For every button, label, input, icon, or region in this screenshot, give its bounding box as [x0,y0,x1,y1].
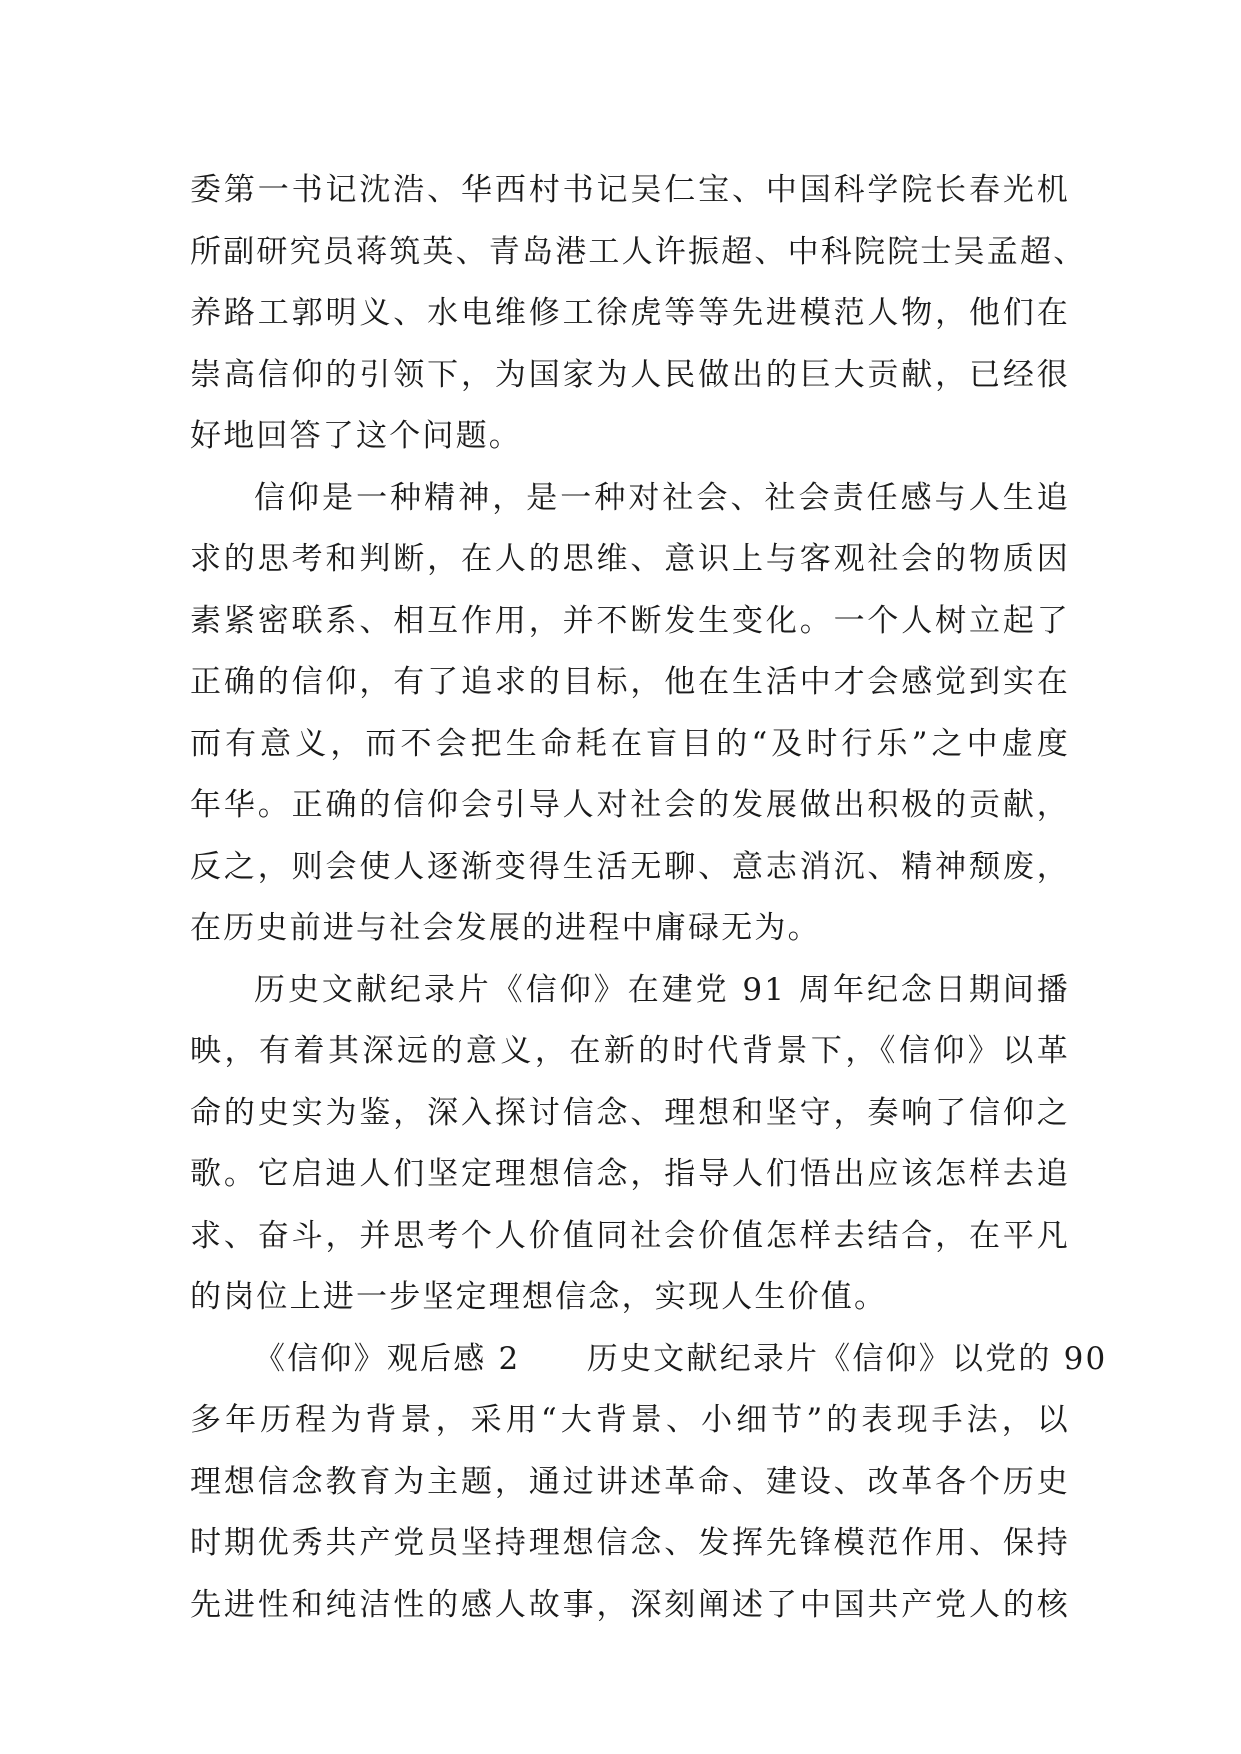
text-line: 反之，则会使人逐渐变得生活无聊、意志消沉、精神颓废， [190,848,1070,885]
text-line: 好地回答了这个问题。 [190,418,522,454]
text-line: 年华。正确的信仰会引导人对社会的发展做出积极的贡献， [190,787,1070,823]
paragraph-1 [190,160,1087,468]
text-line: 求、奋斗，并思考个人价值同社会价值怎样去结合，在平凡 [190,1217,1070,1254]
paragraph-4 [190,1329,1108,1637]
paragraph-2 [190,468,1070,960]
document-body [190,160,1108,1636]
text-line: 正确的信仰，有了追求的目标，他在生活中才会感觉到实在 [190,664,1070,700]
text-line: 先进性和纯洁性的感人故事，深刻阐述了中国共产党人的核 [190,1586,1070,1623]
text-line: 所副研究员蒋筑英、青岛港工人许振超、中科院院士吴孟超、 [190,233,1087,270]
text-line: 多年历程为背景，采用“大背景、小细节”的表现手法，以 [190,1402,1070,1438]
text-line: 而有意义，而不会把生命耗在盲目的“及时行乐”之中虚度 [190,725,1070,762]
text-line: 养路工郭明义、水电维修工徐虎等等先进模范人物，他们在 [190,295,1070,331]
text-line: 历史文献纪录片《信仰》在建党 91 周年纪念日期间播 [254,971,1070,1008]
text-line: 信仰是一种精神，是一种对社会、社会责任感与人生追 [254,479,1070,516]
text-line: 素紧密联系、相互作用，并不断发生变化。一个人树立起了 [190,602,1070,639]
text-line: 时期优秀共产党员坚持理想信念、发挥先锋模范作用、保持 [190,1525,1070,1561]
text-line: 《信仰》观后感 2 历史文献纪录片《信仰》以党的 90 [254,1340,1108,1377]
paragraph-3 [190,960,1070,1329]
text-line: 崇高信仰的引领下，为国家为人民做出的巨大贡献，已经很 [190,356,1070,393]
text-line: 歌。它启迪人们坚定理想信念，指导人们悟出应该怎样去追 [190,1156,1070,1192]
text-line: 求的思考和判断，在人的思维、意识上与客观社会的物质因 [190,541,1070,577]
text-line: 的岗位上进一步坚定理想信念，实现人生价值。 [190,1279,888,1315]
text-line: 映，有着其深远的意义，在新的时代背景下，《信仰》以革 [190,1033,1070,1069]
text-line: 命的史实为鉴，深入探讨信念、理想和坚守，奏响了信仰之 [190,1094,1070,1131]
text-line: 委第一书记沈浩、华西村书记吴仁宝、中国科学院长春光机 [190,172,1070,208]
text-line: 在历史前进与社会发展的进程中庸碌无为。 [190,910,821,946]
text-line: 理想信念教育为主题，通过讲述革命、建设、改革各个历史 [190,1463,1070,1500]
